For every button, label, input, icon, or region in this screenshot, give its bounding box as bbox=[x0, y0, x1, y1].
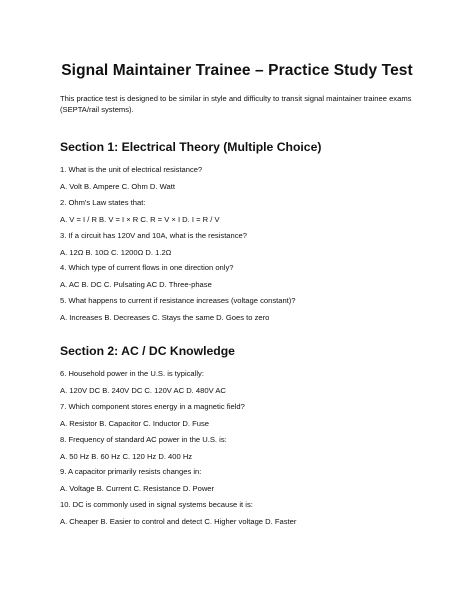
question-7 bbox=[60, 401, 440, 429]
answer-options: A. Increases B. Decreases C. Stays the same D. Goes to zero bbox=[60, 313, 270, 322]
answer-options: A. 12Ω B. 10Ω C. 1200Ω D. 1.2Ω bbox=[60, 248, 172, 257]
question-text: 6. Household power in the U.S. is typically: bbox=[60, 369, 204, 378]
answer-options: A. Cheaper B. Easier to control and detect C. Higher voltage D. Faster bbox=[60, 517, 297, 526]
question-8 bbox=[60, 434, 440, 462]
answer-options: A. 120V DC B. 240V DC C. 120V AC D. 480V AC bbox=[60, 386, 226, 395]
answer-options: A. AC B. DC C. Pulsating AC D. Three-phase bbox=[60, 280, 212, 289]
answer-options: A. Voltage B. Current C. Resistance D. Power bbox=[60, 484, 215, 493]
question-text: 1. What is the unit of electrical resistance? bbox=[60, 165, 203, 174]
section-1-heading: Section 1: Electrical Theory (Multiple Choice) bbox=[60, 140, 322, 154]
question-text: 3. If a circuit has 120V and 10A, what is the resistance? bbox=[60, 231, 247, 240]
question-1 bbox=[60, 164, 440, 192]
question-4 bbox=[60, 262, 440, 290]
question-text: 7. Which component stores energy in a magnetic field? bbox=[60, 402, 245, 411]
question-9 bbox=[60, 466, 440, 494]
question-3 bbox=[60, 230, 440, 258]
question-text: 9. A capacitor primarily resists changes in: bbox=[60, 467, 202, 476]
document-title: Signal Maintainer Trainee – Practice Study Test bbox=[61, 62, 413, 79]
answer-options: A. Volt B. Ampere C. Ohm D. Watt bbox=[60, 182, 175, 191]
section-2-heading: Section 2: AC / DC Knowledge bbox=[60, 344, 235, 358]
question-text: 4. Which type of current flows in one direction only? bbox=[60, 263, 234, 272]
question-text: 5. What happens to current if resistance increases (voltage constant)? bbox=[60, 296, 296, 305]
answer-options: A. 50 Hz B. 60 Hz C. 120 Hz D. 400 Hz bbox=[60, 452, 193, 461]
answer-options: A. Resistor B. Capacitor C. Inductor D. Fuse bbox=[60, 419, 209, 428]
question-text: 8. Frequency of standard AC power in the U.S. is: bbox=[60, 435, 227, 444]
question-6 bbox=[60, 368, 440, 396]
intro-paragraph: This practice test is designed to be similar in style and difficulty to transit signal maintainer trainee exams (SEPTA/rail systems). bbox=[60, 94, 412, 114]
question-text: 10. DC is commonly used in signal systems because it is: bbox=[60, 500, 253, 509]
question-text: 2. Ohm's Law states that: bbox=[60, 198, 146, 207]
question-2 bbox=[60, 197, 440, 225]
question-5 bbox=[60, 295, 440, 323]
answer-options: A. V = I / R B. V = I × R C. R = V × I D. I = R / V bbox=[60, 215, 220, 224]
question-10 bbox=[60, 499, 440, 527]
